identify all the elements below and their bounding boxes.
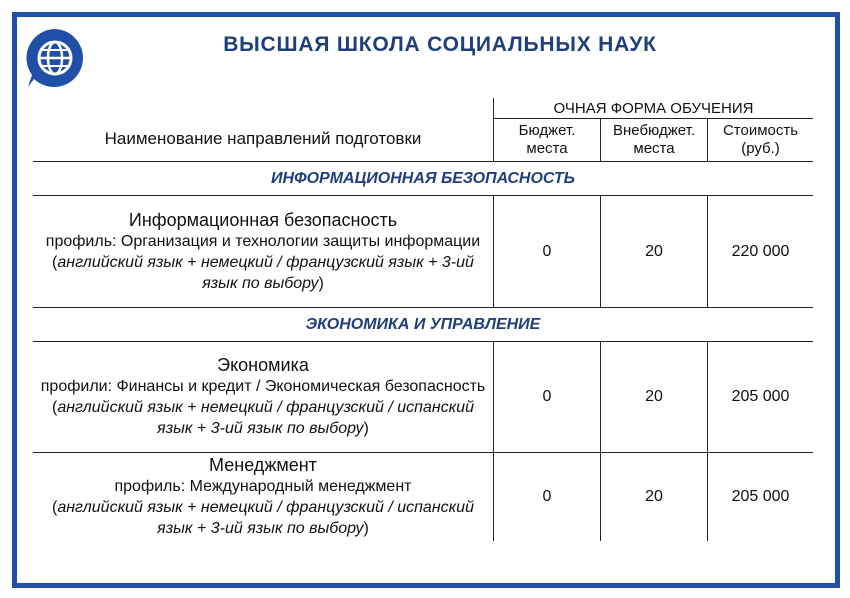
program-languages: английский язык + немецкий / французский язык + 3-ий язык по выбору	[57, 253, 474, 292]
program-name: Менеджмент	[209, 454, 317, 475]
program-profile: профиль: Международный менеджмент (английский язык + немецкий / французский / испанский язык + 3-ий язык по выбору)	[52, 477, 474, 537]
program-profile: профили: Финансы и кредит / Экономическая безопасность (английский язык + немецкий / французский / испанский язык + 3-ий язык по выбору)	[40, 378, 486, 437]
extra-budget-places: 20	[601, 196, 708, 308]
page-title: ВЫСШАЯ ШКОЛА СОЦИАЛЬНЫХ НАУК	[223, 33, 657, 56]
name-column-header: Наименование направлений подготовки	[33, 98, 494, 162]
budget-column-header: Бюджет. места	[494, 119, 601, 162]
program-languages: английский язык + немецкий / французский / испанский язык + 3-ий язык по выбору	[57, 498, 474, 537]
section-row	[33, 308, 813, 342]
extra-budget-places: 20	[601, 453, 708, 541]
table-row	[33, 196, 813, 308]
program-name: Экономика	[217, 355, 309, 375]
programs-table	[33, 98, 813, 541]
table-header-row	[33, 98, 813, 119]
globe-icon	[24, 27, 86, 89]
extra-budget-places: 20	[601, 342, 708, 453]
cost-value: 205 000	[708, 453, 814, 541]
cost-value: 205 000	[708, 342, 814, 453]
table-row	[33, 342, 813, 453]
budget-places: 0	[494, 453, 601, 541]
program-cell	[33, 453, 494, 541]
program-cell	[33, 342, 494, 453]
cost-value: 220 000	[708, 196, 814, 308]
section-row	[33, 162, 813, 196]
study-form-header: ОЧНАЯ ФОРМА ОБУЧЕНИЯ	[494, 98, 814, 119]
budget-places: 0	[494, 196, 601, 308]
section-title: ЭКОНОМИКА И УПРАВЛЕНИЕ	[33, 308, 813, 342]
budget-places: 0	[494, 342, 601, 453]
program-cell	[33, 196, 494, 308]
program-languages: английский язык + немецкий / французский / испанский язык + 3-ий язык по выбору	[57, 399, 474, 437]
program-name: Информационная безопасность	[128, 209, 398, 230]
table-row	[33, 453, 813, 541]
section-title: ИНФОРМАЦИОННАЯ БЕЗОПАСНОСТЬ	[33, 162, 813, 196]
cost-column-header: Стоимость (руб.)	[708, 119, 814, 162]
program-profile: профиль: Организация и технологии защиты информации (английский язык + немецкий / французский язык + 3-ий язык по выбору)	[45, 232, 481, 292]
extra-budget-column-header: Внебюджет. места	[601, 119, 708, 162]
